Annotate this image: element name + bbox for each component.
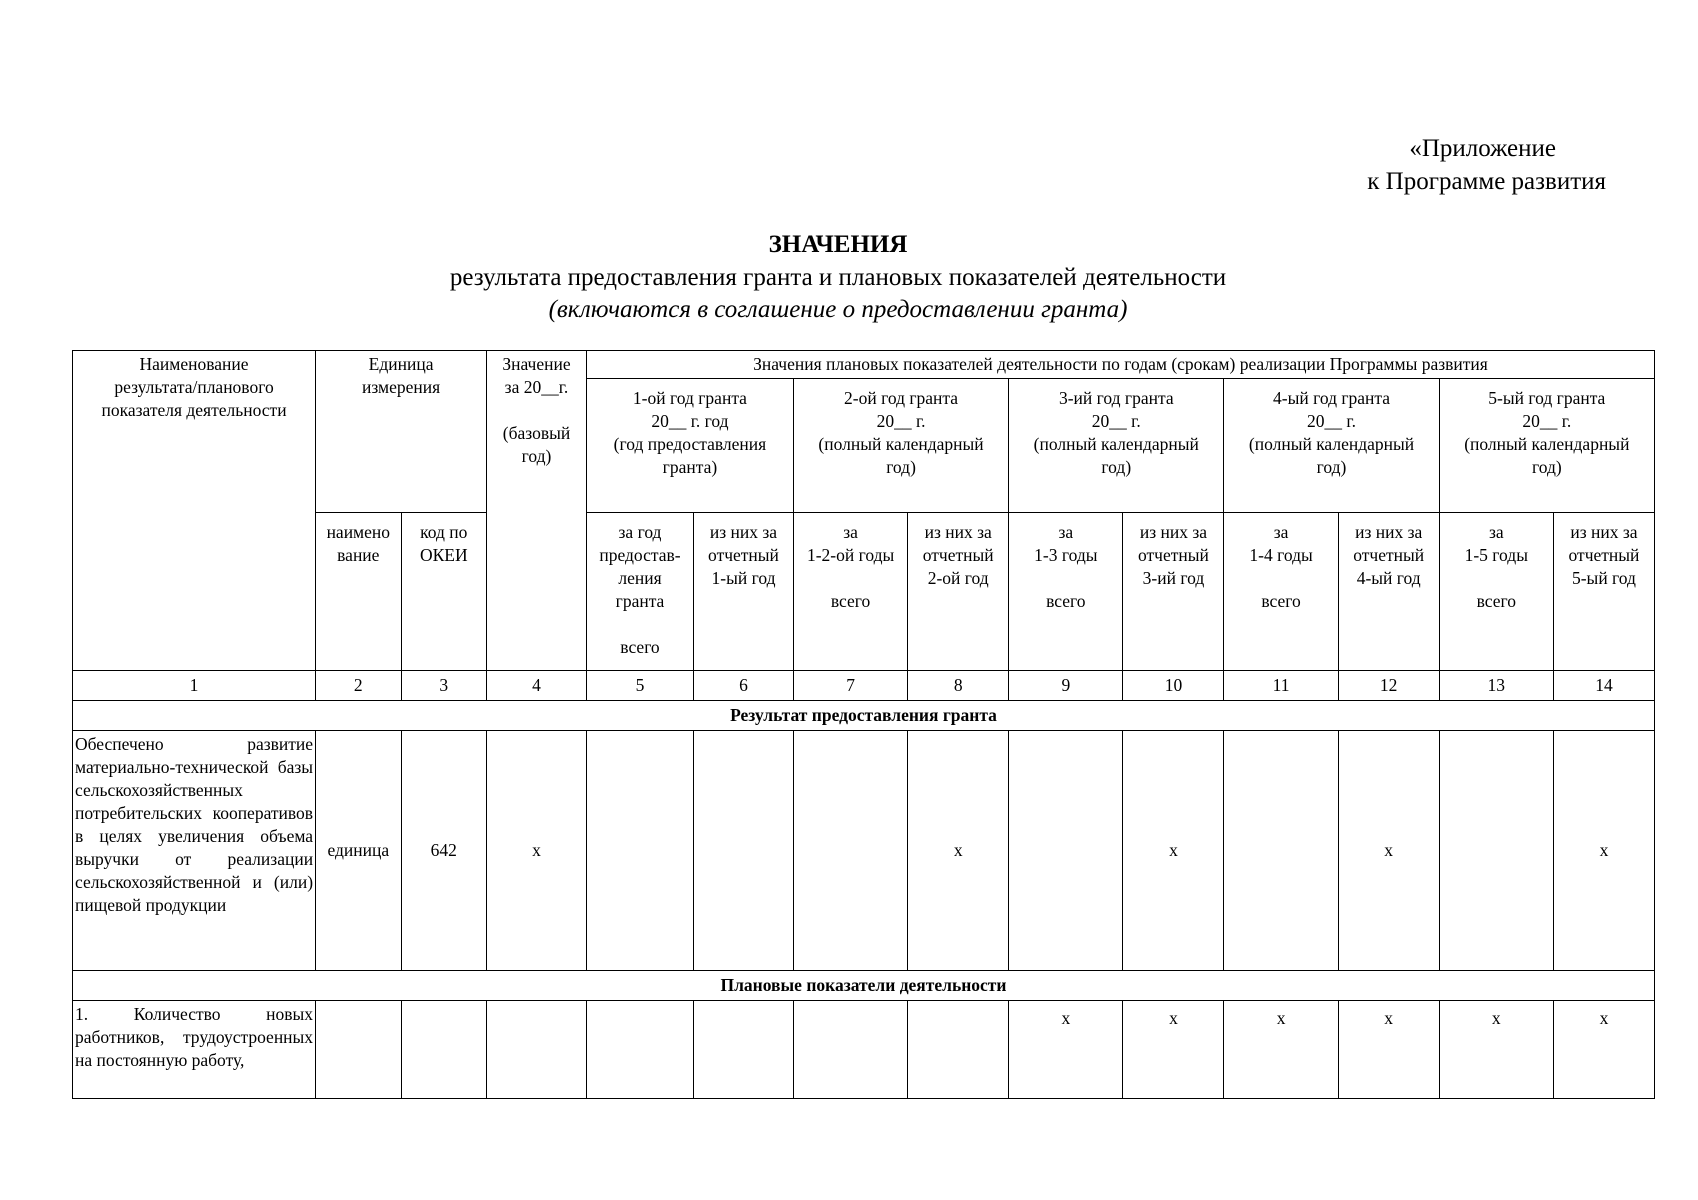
result-code: 642 xyxy=(401,731,487,971)
column-number: 5 xyxy=(586,671,693,701)
table-row xyxy=(73,1001,1655,1099)
plan-unit xyxy=(316,1001,401,1099)
column-number: 1 xyxy=(73,671,316,701)
header-indicator-name: Наименование результата/планового показателя деятельности xyxy=(73,351,316,671)
column-number: 9 xyxy=(1009,671,1123,701)
header-sub-10: из них за отчетный 3-ий год xyxy=(1123,513,1224,671)
plan-indicator-name: 1. Количество новых работников, трудоустроенных на постоянную работу, xyxy=(73,1001,316,1099)
header-sub-12: из них за отчетный 4-ый год xyxy=(1338,513,1439,671)
table-cell: x xyxy=(908,731,1009,971)
table-cell: x xyxy=(1338,731,1439,971)
table-cell xyxy=(586,1001,693,1099)
table-cell xyxy=(908,1001,1009,1099)
result-unit: единица xyxy=(316,731,401,971)
section-plan-heading: Плановые показатели деятельности xyxy=(73,971,1655,1001)
table-cell: x xyxy=(1009,1001,1123,1099)
table-cell xyxy=(1439,731,1553,971)
plan-code xyxy=(401,1001,487,1099)
indicators-table xyxy=(72,350,1655,1099)
table-cell: x xyxy=(487,731,587,971)
column-number: 2 xyxy=(316,671,401,701)
result-name: Обеспечено развитие материально-технической базы сельскохозяйственных потребительских кооперативов в целях увеличения объема выручки от реализации сельскохозяйственной и (или) пищевой продукции xyxy=(73,731,316,971)
table-cell: x xyxy=(1553,1001,1654,1099)
table-cell xyxy=(1224,731,1338,971)
header-year-4: 4-ый год гранта 20__ г. (полный календарный год) xyxy=(1224,379,1439,513)
header-year-5: 5-ый год гранта 20__ г. (полный календарный год) xyxy=(1439,379,1654,513)
column-number: 12 xyxy=(1338,671,1439,701)
header-unit: Единица измерения xyxy=(316,351,487,513)
header-year-3: 3-ий год гранта 20__ г. (полный календарный год) xyxy=(1009,379,1224,513)
annex-line-2: к Программе развития xyxy=(1367,168,1606,195)
table-cell xyxy=(1009,731,1123,971)
header-plan-values: Значения плановых показателей деятельности по годам (срокам) реализации Программы развития xyxy=(586,351,1654,379)
table-cell: x xyxy=(1553,731,1654,971)
document-note: (включаются в соглашение о предоставлении гранта) xyxy=(548,296,1128,323)
table-cell xyxy=(793,1001,907,1099)
column-number: 10 xyxy=(1123,671,1224,701)
table-cell xyxy=(586,731,693,971)
table-cell: x xyxy=(1123,1001,1224,1099)
column-number: 11 xyxy=(1224,671,1338,701)
table-cell xyxy=(793,731,907,971)
column-number: 13 xyxy=(1439,671,1553,701)
header-base-value: Значение за 20__г. (базовый год) xyxy=(487,351,587,671)
document-title: ЗНАЧЕНИЯ xyxy=(768,231,908,258)
table-cell: x xyxy=(1439,1001,1553,1099)
table-cell: x xyxy=(1338,1001,1439,1099)
table-cell xyxy=(487,1001,587,1099)
header-sub-14: из них за отчетный 5-ый год xyxy=(1553,513,1654,671)
header-sub-6: из них за отчетный 1-ый год xyxy=(694,513,794,671)
column-number: 14 xyxy=(1553,671,1654,701)
header-unit-code: код по ОКЕИ xyxy=(401,513,487,671)
header-sub-5: за год предостав- ления гранта всего xyxy=(586,513,693,671)
column-number: 8 xyxy=(908,671,1009,701)
table-cell xyxy=(694,1001,794,1099)
header-sub-7: за 1-2-ой годы всего xyxy=(793,513,907,671)
annex-label xyxy=(1367,132,1606,198)
document-subtitle: результата предоставления гранта и плановых показателей деятельности xyxy=(449,264,1227,291)
header-sub-9: за 1-3 годы всего xyxy=(1009,513,1123,671)
table-cell: x xyxy=(1224,1001,1338,1099)
document-heading xyxy=(0,228,1698,326)
header-year-1: 1-ой год гранта 20__ г. год (год предоставления гранта) xyxy=(586,379,793,513)
table-cell: x xyxy=(1123,731,1224,971)
column-number: 3 xyxy=(401,671,487,701)
header-sub-8: из них за отчетный 2-ой год xyxy=(908,513,1009,671)
table-row xyxy=(73,731,1655,971)
column-numbers-row xyxy=(73,671,1655,701)
table-cell xyxy=(694,731,794,971)
column-number: 7 xyxy=(793,671,907,701)
annex-line-1: «Приложение xyxy=(1409,135,1556,162)
header-unit-name: наимено вание xyxy=(316,513,401,671)
header-sub-11: за 1-4 годы всего xyxy=(1224,513,1338,671)
header-sub-13: за 1-5 годы всего xyxy=(1439,513,1553,671)
header-year-2: 2-ой год гранта 20__ г. (полный календарный год) xyxy=(793,379,1008,513)
section-result-heading: Результат предоставления гранта xyxy=(73,701,1655,731)
column-number: 4 xyxy=(487,671,587,701)
column-number: 6 xyxy=(694,671,794,701)
